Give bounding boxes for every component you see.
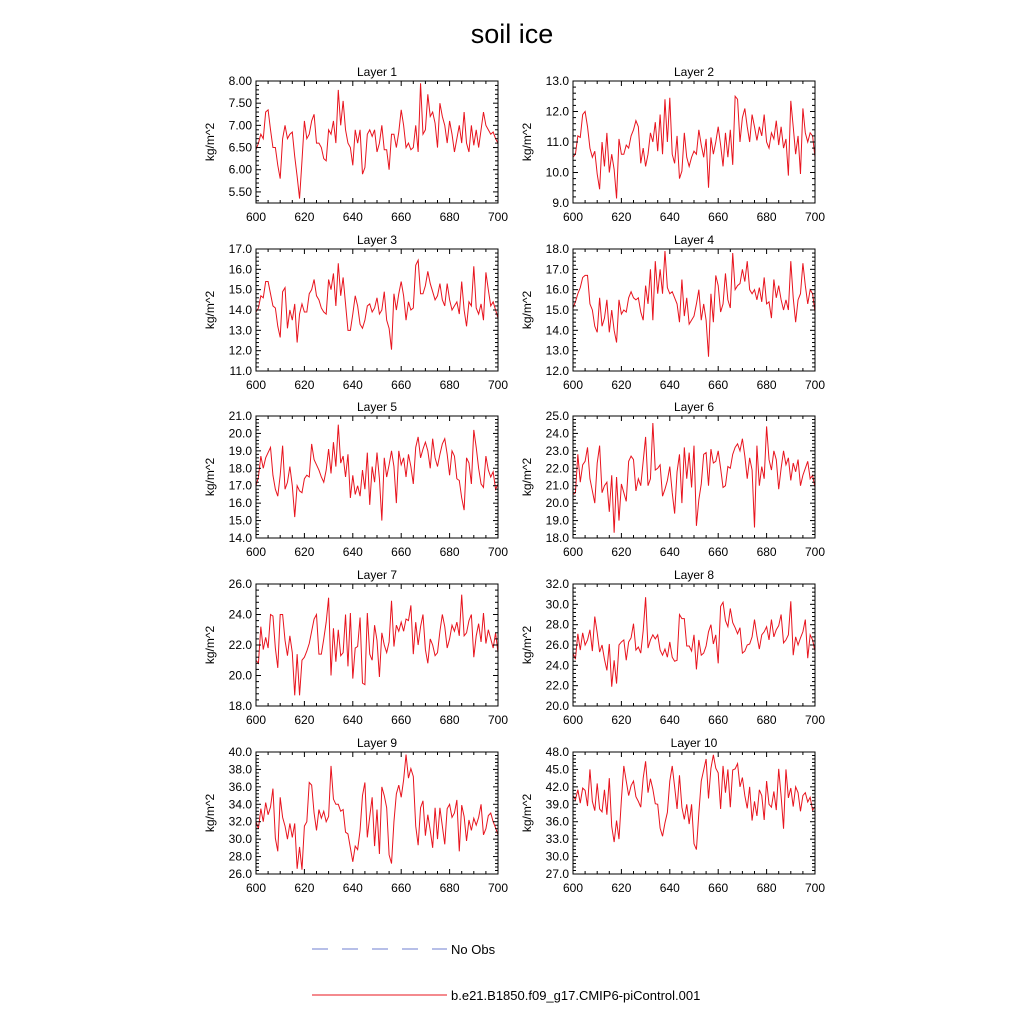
y-tick-label: 13.0 bbox=[545, 343, 569, 358]
y-tick-label: 11.0 bbox=[546, 135, 569, 149]
panel-title: Layer 10 bbox=[670, 736, 718, 750]
y-tick-label: 22.0 bbox=[228, 638, 252, 652]
x-tick-label: 660 bbox=[391, 210, 412, 224]
y-tick-label: 36.0 bbox=[545, 814, 569, 829]
y-axis-label: kg/m^2 bbox=[520, 793, 534, 833]
y-tick-label: 17.0 bbox=[228, 242, 252, 256]
y-tick-label: 9.0 bbox=[552, 196, 569, 210]
y-tick-label: 21.0 bbox=[545, 478, 569, 493]
y-tick-label: 30.0 bbox=[545, 849, 569, 864]
y-tick-label: 12.0 bbox=[228, 343, 252, 358]
legend bbox=[312, 942, 700, 1003]
x-tick-label: 640 bbox=[342, 378, 363, 392]
y-tick-label: 42.0 bbox=[545, 779, 569, 794]
series-line bbox=[573, 423, 815, 533]
plot-frame bbox=[256, 249, 498, 371]
plot-frame bbox=[573, 416, 815, 538]
y-tick-label: 5.50 bbox=[228, 184, 252, 199]
panel-title: Layer 9 bbox=[356, 736, 398, 750]
panel-layer-6 bbox=[520, 400, 825, 559]
x-tick-label: 680 bbox=[439, 713, 460, 727]
y-axis-label: kg/m^2 bbox=[203, 793, 217, 833]
series-line bbox=[256, 425, 498, 521]
y-tick-label: 30.0 bbox=[545, 597, 569, 612]
x-tick-label: 660 bbox=[391, 713, 412, 727]
panel-layer-1 bbox=[203, 65, 508, 224]
x-tick-label: 640 bbox=[659, 378, 680, 392]
x-tick-label: 680 bbox=[439, 881, 460, 895]
x-tick-label: 640 bbox=[342, 713, 363, 727]
plot-frame bbox=[256, 416, 498, 538]
y-tick-label: 23.0 bbox=[545, 443, 569, 458]
y-tick-label: 21.0 bbox=[228, 409, 252, 423]
x-tick-label: 700 bbox=[487, 713, 509, 727]
y-axis-label: kg/m^2 bbox=[520, 457, 534, 497]
x-tick-label: 620 bbox=[294, 545, 315, 559]
y-tick-label: 14.0 bbox=[228, 303, 252, 317]
x-tick-label: 620 bbox=[611, 210, 632, 224]
y-tick-label: 16.0 bbox=[545, 282, 569, 297]
y-tick-label: 7.50 bbox=[228, 96, 252, 111]
x-tick-label: 600 bbox=[562, 713, 584, 727]
x-tick-label: 640 bbox=[659, 881, 680, 895]
y-tick-label: 13.0 bbox=[545, 74, 569, 88]
panel-title: Layer 3 bbox=[356, 233, 398, 247]
x-tick-label: 700 bbox=[804, 378, 826, 392]
x-tick-label: 600 bbox=[245, 545, 267, 559]
y-tick-label: 6.00 bbox=[228, 162, 252, 177]
x-tick-label: 600 bbox=[562, 545, 584, 559]
y-tick-label: 19.0 bbox=[545, 513, 569, 528]
x-tick-label: 660 bbox=[708, 545, 729, 559]
y-tick-label: 12.0 bbox=[545, 364, 569, 378]
x-tick-label: 640 bbox=[659, 713, 680, 727]
x-tick-label: 680 bbox=[756, 713, 777, 727]
x-tick-label: 620 bbox=[611, 545, 632, 559]
panel-title: Layer 2 bbox=[673, 65, 715, 79]
y-tick-label: 13.0 bbox=[228, 323, 252, 338]
x-tick-label: 600 bbox=[245, 881, 267, 895]
y-tick-label: 18.0 bbox=[545, 531, 569, 545]
x-tick-label: 700 bbox=[487, 545, 509, 559]
panel-title: Layer 6 bbox=[673, 400, 715, 414]
figure-title: soil ice bbox=[470, 19, 554, 49]
panel-layer-7 bbox=[203, 568, 508, 727]
x-tick-label: 700 bbox=[804, 545, 826, 559]
y-tick-label: 6.50 bbox=[228, 140, 252, 155]
panel-title: Layer 1 bbox=[356, 65, 398, 79]
x-tick-label: 640 bbox=[342, 545, 363, 559]
x-tick-label: 680 bbox=[756, 881, 777, 895]
y-tick-label: 48.0 bbox=[545, 745, 569, 759]
y-tick-label: 17.0 bbox=[228, 478, 252, 493]
y-axis-label: kg/m^2 bbox=[520, 290, 534, 330]
y-tick-label: 16.0 bbox=[228, 496, 252, 511]
series-line bbox=[256, 755, 498, 870]
y-tick-label: 18.0 bbox=[228, 699, 252, 713]
x-tick-label: 680 bbox=[439, 545, 460, 559]
y-tick-label: 28.0 bbox=[228, 849, 252, 864]
y-tick-label: 16.0 bbox=[228, 262, 252, 277]
legend-label-no-obs: No Obs bbox=[451, 942, 496, 957]
x-tick-label: 660 bbox=[391, 881, 412, 895]
y-tick-label: 32.0 bbox=[545, 577, 569, 591]
x-tick-label: 600 bbox=[562, 881, 584, 895]
x-tick-label: 660 bbox=[708, 713, 729, 727]
y-tick-label: 7.00 bbox=[228, 118, 252, 133]
x-tick-label: 680 bbox=[439, 210, 460, 224]
x-tick-label: 660 bbox=[708, 378, 729, 392]
y-tick-label: 8.00 bbox=[228, 74, 252, 88]
x-tick-label: 700 bbox=[487, 378, 509, 392]
x-tick-label: 600 bbox=[245, 378, 267, 392]
x-tick-label: 660 bbox=[391, 378, 412, 392]
y-axis-label: kg/m^2 bbox=[520, 625, 534, 665]
y-axis-label: kg/m^2 bbox=[203, 290, 217, 330]
y-tick-label: 36.0 bbox=[228, 779, 252, 794]
y-tick-label: 12.0 bbox=[545, 104, 569, 119]
x-tick-label: 620 bbox=[294, 378, 315, 392]
y-tick-label: 25.0 bbox=[545, 409, 569, 423]
series-line bbox=[256, 260, 498, 349]
y-axis-label: kg/m^2 bbox=[203, 457, 217, 497]
y-tick-label: 34.0 bbox=[228, 797, 252, 812]
series-line bbox=[256, 83, 498, 198]
x-tick-label: 620 bbox=[294, 881, 315, 895]
y-tick-label: 24.0 bbox=[545, 658, 569, 673]
series-line bbox=[573, 755, 815, 850]
y-tick-label: 15.0 bbox=[228, 513, 252, 528]
x-tick-label: 640 bbox=[342, 210, 363, 224]
panel-layer-10 bbox=[520, 736, 825, 895]
x-tick-label: 680 bbox=[439, 378, 460, 392]
y-tick-label: 11.0 bbox=[229, 364, 252, 378]
y-tick-label: 24.0 bbox=[228, 607, 252, 622]
x-tick-label: 640 bbox=[659, 545, 680, 559]
panel-title: Layer 5 bbox=[356, 400, 398, 414]
y-tick-label: 14.0 bbox=[545, 323, 569, 338]
x-tick-label: 620 bbox=[611, 713, 632, 727]
y-tick-label: 18.0 bbox=[228, 461, 252, 476]
x-tick-label: 600 bbox=[245, 713, 267, 727]
y-tick-label: 40.0 bbox=[228, 745, 252, 759]
x-tick-label: 600 bbox=[562, 210, 584, 224]
x-tick-label: 660 bbox=[708, 881, 729, 895]
panels bbox=[203, 65, 825, 895]
x-tick-label: 640 bbox=[342, 881, 363, 895]
y-axis-label: kg/m^2 bbox=[203, 122, 217, 162]
x-tick-label: 660 bbox=[391, 545, 412, 559]
series-line bbox=[256, 595, 498, 696]
y-axis-label: kg/m^2 bbox=[520, 122, 534, 162]
y-tick-label: 26.0 bbox=[228, 577, 252, 591]
series-line bbox=[573, 251, 815, 357]
x-tick-label: 620 bbox=[294, 210, 315, 224]
x-tick-label: 700 bbox=[804, 713, 826, 727]
x-tick-label: 680 bbox=[756, 545, 777, 559]
panel-title: Layer 8 bbox=[673, 568, 715, 582]
panel-title: Layer 7 bbox=[356, 568, 398, 582]
y-tick-label: 22.0 bbox=[545, 461, 569, 476]
panel-layer-2 bbox=[520, 65, 825, 224]
x-tick-label: 680 bbox=[756, 210, 777, 224]
legend-label-model: b.e21.B1850.f09_g17.CMIP6-piControl.001 bbox=[451, 988, 701, 1003]
y-tick-label: 17.0 bbox=[545, 262, 569, 277]
y-tick-label: 24.0 bbox=[545, 426, 569, 441]
y-tick-label: 20.0 bbox=[545, 496, 569, 511]
y-tick-label: 28.0 bbox=[545, 617, 569, 632]
panel-title: Layer 4 bbox=[673, 233, 715, 247]
panel-layer-9 bbox=[203, 736, 508, 895]
y-tick-label: 32.0 bbox=[228, 814, 252, 829]
x-tick-label: 700 bbox=[487, 881, 509, 895]
panel-layer-8 bbox=[520, 568, 825, 727]
x-tick-label: 700 bbox=[487, 210, 509, 224]
y-tick-label: 26.0 bbox=[545, 638, 569, 652]
y-tick-label: 26.0 bbox=[228, 867, 252, 881]
x-tick-label: 700 bbox=[804, 881, 826, 895]
x-tick-label: 640 bbox=[659, 210, 680, 224]
series-line bbox=[573, 96, 815, 198]
y-tick-label: 15.0 bbox=[228, 282, 252, 297]
x-tick-label: 600 bbox=[562, 378, 584, 392]
y-tick-label: 15.0 bbox=[545, 303, 569, 317]
x-tick-label: 680 bbox=[756, 378, 777, 392]
y-tick-label: 27.0 bbox=[545, 867, 569, 881]
y-axis-label: kg/m^2 bbox=[203, 625, 217, 665]
x-tick-label: 660 bbox=[708, 210, 729, 224]
y-tick-label: 20.0 bbox=[228, 668, 252, 683]
y-tick-label: 45.0 bbox=[545, 762, 569, 777]
x-tick-label: 700 bbox=[804, 210, 826, 224]
panel-layer-4 bbox=[520, 233, 825, 392]
x-tick-label: 620 bbox=[611, 881, 632, 895]
y-tick-label: 30.0 bbox=[228, 832, 252, 847]
y-tick-label: 14.0 bbox=[228, 531, 252, 545]
y-tick-label: 38.0 bbox=[228, 762, 252, 777]
y-tick-label: 19.0 bbox=[228, 443, 252, 458]
x-tick-label: 600 bbox=[245, 210, 267, 224]
y-tick-label: 20.0 bbox=[545, 699, 569, 713]
y-tick-label: 18.0 bbox=[545, 242, 569, 256]
plot-frame bbox=[573, 249, 815, 371]
y-tick-label: 33.0 bbox=[545, 832, 569, 847]
y-tick-label: 22.0 bbox=[545, 678, 569, 693]
panel-layer-3 bbox=[203, 233, 508, 392]
x-tick-label: 620 bbox=[294, 713, 315, 727]
series-line bbox=[573, 597, 815, 686]
y-tick-label: 10.0 bbox=[545, 165, 569, 180]
y-tick-label: 20.0 bbox=[228, 426, 252, 441]
y-tick-label: 39.0 bbox=[545, 797, 569, 812]
panel-layer-5 bbox=[203, 400, 508, 559]
x-tick-label: 620 bbox=[611, 378, 632, 392]
